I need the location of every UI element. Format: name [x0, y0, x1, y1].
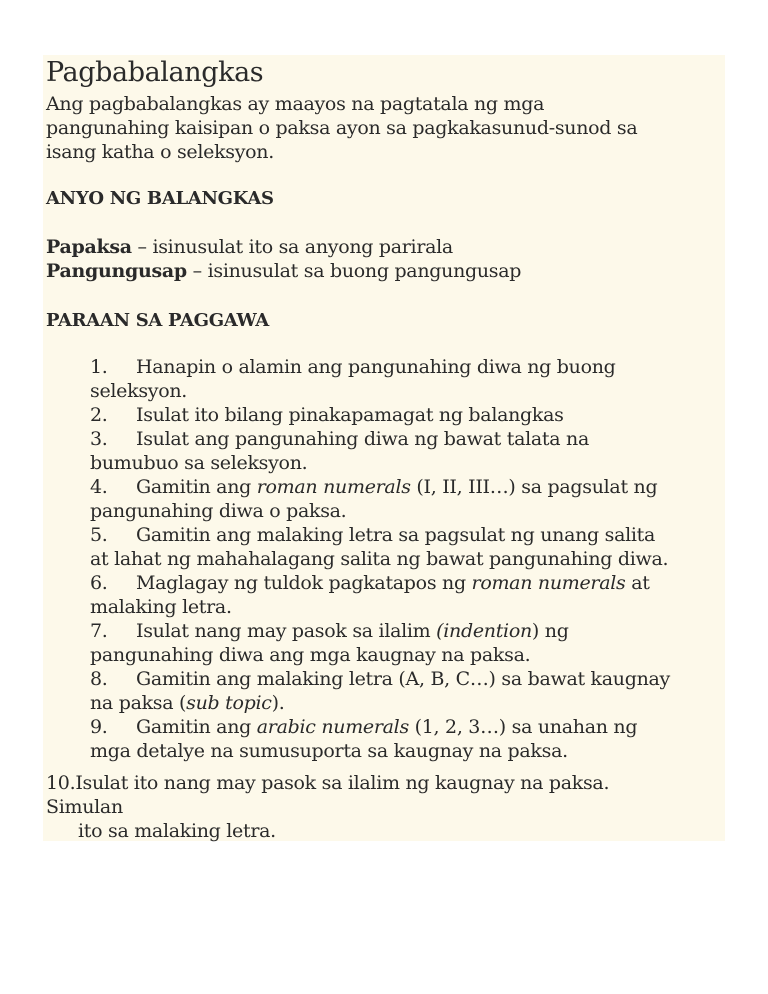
list-item: 2. Isulat ito bilang pinakapamagat ng balangkas [90, 404, 564, 426]
list-item: 5. Gamitin ang malaking letra sa pagsulat ng unang salita at lahat ng mahahalagang salita ng bawat pangunahing diwa. [90, 524, 669, 570]
type-term: Pangungusap [46, 260, 187, 282]
anyo-heading: ANYO NG BALANGKAS [46, 188, 274, 209]
list-item: 9. Gamitin ang arabic numerals (1, 2, 3…) sa unahan ng mga detalye na sumusuporta sa kaugnay na paksa. [90, 716, 638, 762]
list-item: 6. Maglagay ng tuldok pagkatapos ng roman numerals at malaking letra. [90, 572, 650, 618]
list-item: 4. Gamitin ang roman numerals (I, II, III…) sa pagsulat ng pangunahing diwa o paksa. [90, 476, 658, 522]
list-item: 7. Isulat nang may pasok sa ilalim (indention) ng pangunahing diwa ang mga kaugnay na paksa. [90, 620, 569, 666]
type-term: Papaksa [46, 236, 132, 258]
step-10-line: ito sa malaking letra. [78, 820, 276, 842]
intro-line: pangunahing kaisipan o paksa ayon sa pagkakasunud-sunod sa [46, 117, 638, 139]
list-item: 3. Isulat ang pangunahing diwa ng bawat talata na bumubuo sa seleksyon. [90, 428, 589, 474]
steps-list [90, 355, 670, 763]
intro-line: Ang pagbabalangkas ay maayos na pagtatala ng mga [46, 93, 545, 115]
intro-line: isang katha o seleksyon. [46, 141, 274, 163]
step-10-line: 10.Isulat ito nang may pasok sa ilalim ng kaugnay na paksa. [46, 772, 610, 794]
step-10-line: Simulan [46, 796, 123, 818]
paraan-heading: PARAAN SA PAGGAWA [46, 310, 269, 331]
list-item: 8. Gamitin ang malaking letra (A, B, C…) sa bawat kaugnay na paksa (sub topic). [90, 668, 670, 714]
type-pangungusap [46, 259, 521, 283]
list-item: 1. Hanapin o alamin ang pangunahing diwa ng buong seleksyon. [90, 356, 616, 402]
type-papaksa [46, 235, 453, 259]
intro-paragraph [46, 92, 716, 164]
type-definition: – isinusulat ito sa anyong parirala [131, 236, 453, 258]
page-title: Pagbabalangkas [46, 57, 264, 88]
type-definition: – isinusulat sa buong pangungusap [186, 260, 522, 282]
